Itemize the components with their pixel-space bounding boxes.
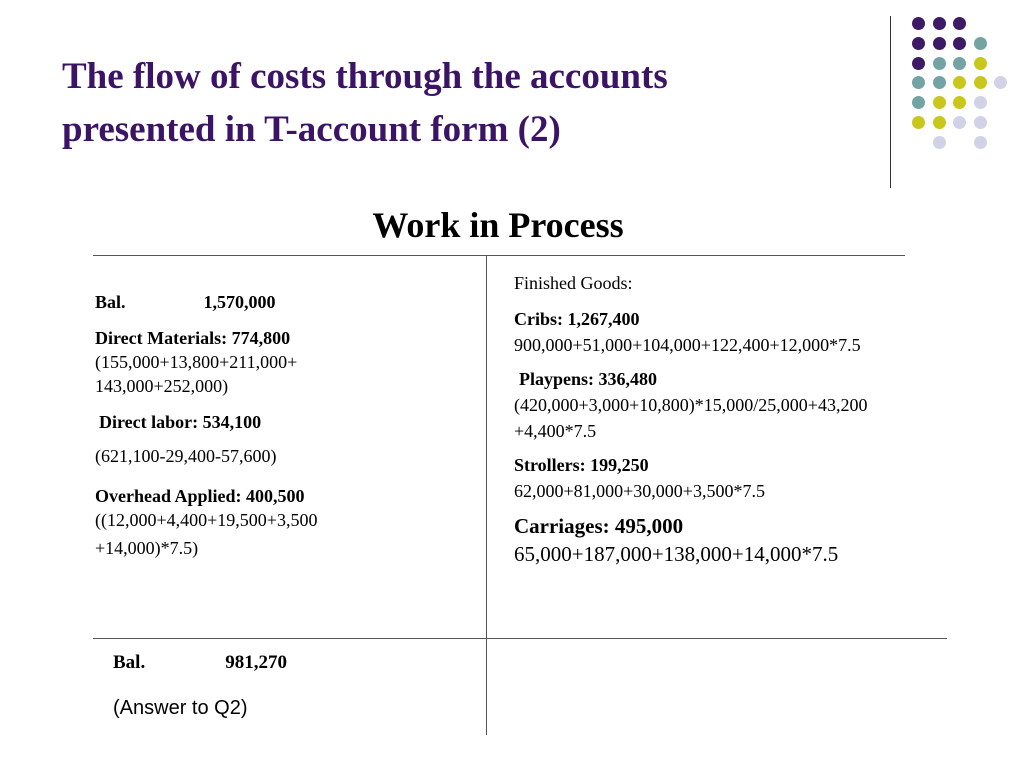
t-account-top-rule: [93, 255, 905, 256]
direct-materials-calc-line-2: 143,000+252,000): [95, 376, 229, 396]
slide-title-line-1: The flow of costs through the accounts: [62, 56, 668, 97]
t-account-credit-side: [514, 270, 974, 568]
decorative-dot: [933, 37, 946, 50]
beginning-balance-label: Bal.: [95, 292, 126, 312]
decorative-dot: [912, 96, 925, 109]
decorative-dot: [912, 57, 925, 70]
decorative-dot: [933, 17, 946, 30]
t-account-title: Work in Process: [372, 205, 624, 245]
carriages-calc: 65,000+187,000+138,000+14,000*7.5: [514, 542, 839, 566]
cribs-entry: [514, 306, 974, 358]
decorative-dot: [933, 57, 946, 70]
overhead-applied-calc-line-2: +14,000)*7.5): [95, 538, 199, 558]
decorative-dot: [974, 37, 987, 50]
carriages-entry: [514, 512, 974, 568]
overhead-applied-entry: [95, 484, 475, 560]
overhead-applied-heading: Overhead Applied: 400,500: [95, 486, 305, 506]
decorative-dot: [974, 96, 987, 109]
direct-materials-calc-line-1: (155,000+13,800+211,000+: [95, 352, 298, 372]
decorative-dot: [953, 57, 966, 70]
ending-balance-line: [113, 650, 287, 676]
decorative-dot: [933, 76, 946, 89]
decorative-dot: [974, 116, 987, 129]
carriages-heading: Carriages: 495,000: [514, 514, 684, 538]
decorative-dot: [912, 37, 925, 50]
overhead-applied-calc-line-1: ((12,000+4,400+19,500+3,500: [95, 510, 318, 530]
cribs-heading: Cribs: 1,267,400: [514, 309, 640, 329]
strollers-calc: 62,000+81,000+30,000+3,500*7.5: [514, 481, 765, 501]
slide-title: [62, 50, 862, 156]
strollers-heading: Strollers: 199,250: [514, 455, 649, 475]
decorative-dot: [933, 96, 946, 109]
cribs-calc: 900,000+51,000+104,000+122,400+12,000*7.5: [514, 335, 861, 355]
decorative-dot: [912, 116, 925, 129]
t-account-debit-side: [95, 290, 475, 560]
beginning-balance: [95, 290, 475, 314]
ending-balance: [113, 650, 287, 676]
decorative-divider-line: [890, 16, 891, 188]
decorative-dot: [953, 76, 966, 89]
decorative-dot: [974, 136, 987, 149]
decorative-dot: [953, 17, 966, 30]
decorative-dot: [953, 116, 966, 129]
decorative-dot: [953, 96, 966, 109]
strollers-entry: [514, 452, 974, 504]
playpens-heading: Playpens: 336,480: [519, 369, 658, 389]
direct-labor-calc: (621,100-29,400-57,600): [95, 446, 277, 466]
decorative-dot: [912, 17, 925, 30]
direct-labor-entry: [95, 410, 475, 468]
credit-heading-finished-goods: Finished Goods:: [514, 273, 633, 293]
decorative-dot: [933, 136, 946, 149]
playpens-entry: [514, 366, 974, 444]
beginning-balance-amount: 1,570,000: [203, 292, 276, 312]
decorative-dot: [953, 37, 966, 50]
ending-balance-amount: 981,270: [225, 652, 287, 673]
ending-balance-label: Bal.: [113, 652, 146, 673]
slide-title-line-2: presented in T-account form (2): [62, 109, 561, 150]
t-account-center-rule: [486, 255, 487, 735]
direct-materials-entry: [95, 326, 475, 398]
direct-materials-heading: Direct Materials: 774,800: [95, 328, 291, 348]
playpens-calc-line-1: (420,000+3,000+10,800)*15,000/25,000+43,200: [514, 395, 868, 415]
playpens-calc-line-2: +4,400*7.5: [514, 421, 597, 441]
t-account-total-rule: [93, 638, 947, 639]
decorative-dot: [933, 116, 946, 129]
decorative-dot: [974, 76, 987, 89]
direct-labor-heading: Direct labor: 534,100: [99, 412, 262, 432]
decorative-dot: [994, 76, 1007, 89]
decorative-dot: [974, 57, 987, 70]
decorative-dot: [912, 76, 925, 89]
answer-note: (Answer to Q2): [113, 697, 248, 719]
